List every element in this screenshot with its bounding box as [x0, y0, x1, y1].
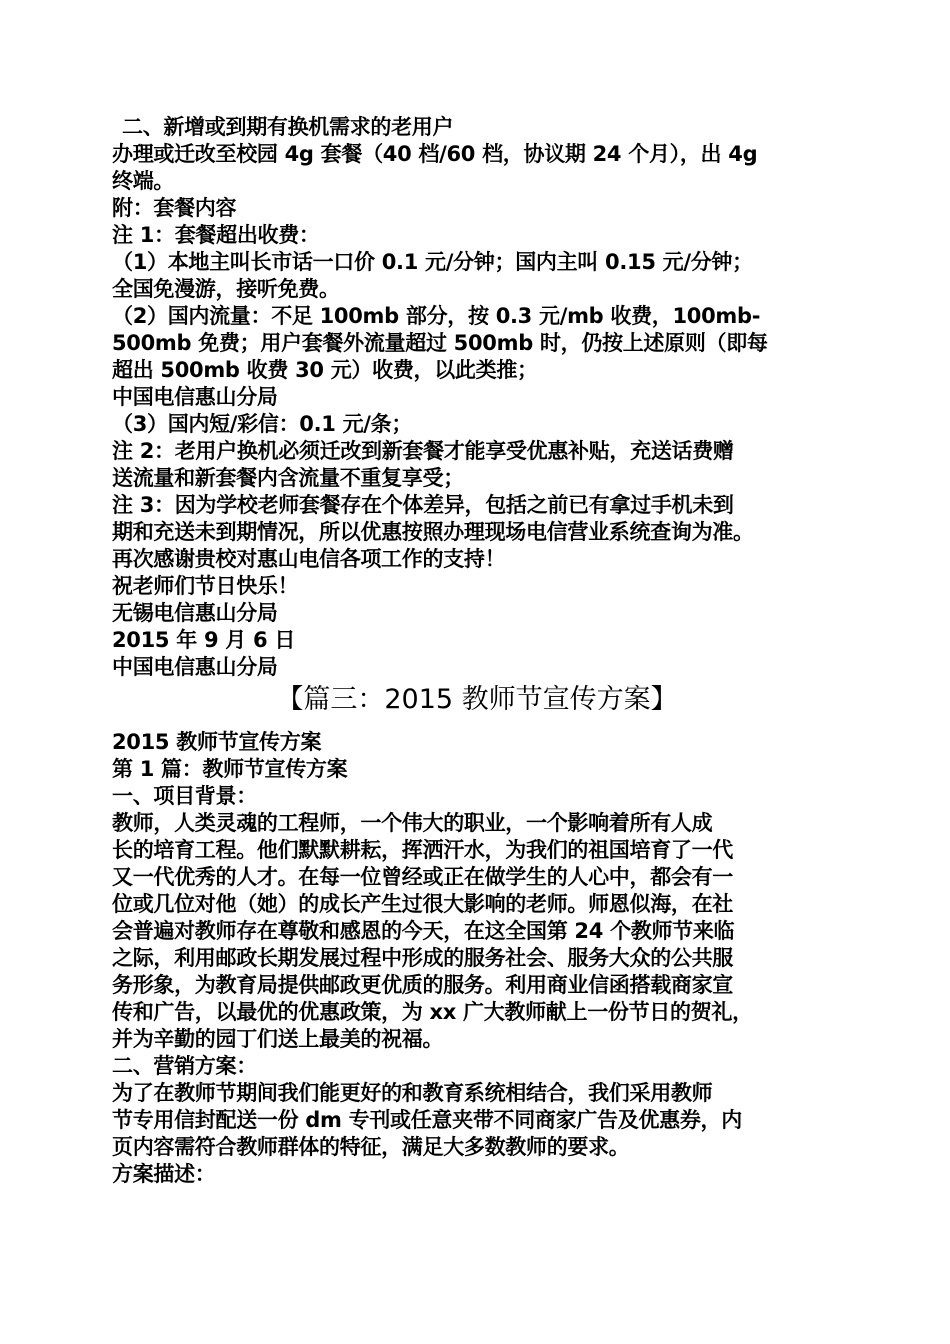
- section-heading: 【篇三：2015 教师节宣传方案】: [276, 684, 678, 715]
- text-line: 方案描述：: [112, 1162, 216, 1186]
- text-line: 节专用信封配送一份 dm 专刊或任意夹带不同商家广告及优惠券，内: [112, 1108, 742, 1132]
- text-line: 祝老师们节日快乐！: [112, 574, 299, 598]
- plan-body: [112, 729, 842, 1188]
- text-line: 会普遍对教师存在尊敬和感恩的今天，在这全国第 24 个教师节来临: [112, 919, 735, 943]
- text-line: 无锡电信惠山分局: [112, 601, 278, 625]
- text-line: 终端。: [112, 169, 175, 193]
- text-line: 2015 教师节宣传方案: [112, 730, 322, 754]
- text-line: 为了在教师节期间我们能更好的和教育系统相结合，我们采用教师: [112, 1081, 713, 1105]
- text-line: 教师，人类灵魂的工程师，一个伟大的职业，一个影响着所有人成: [112, 811, 713, 835]
- text-line: 页内容需符合教师群体的特征，满足大多数教师的要求。: [112, 1135, 630, 1159]
- text-line: 注 3：因为学校老师套餐存在个体差异，包括之前已有拿过手机未到: [112, 493, 734, 517]
- text-line: 之际，利用邮政长期发展过程中形成的服务社会、服务大众的公共服: [112, 946, 733, 970]
- text-line: 2015 年 9 月 6 日: [112, 628, 296, 652]
- document-page: [112, 114, 842, 1188]
- text-line: 传和广告，以最优的优惠政策，为 xx 广大教师献上一份节日的贺礼，: [112, 1000, 753, 1024]
- text-line: （3）国内短/彩信：0.1 元/条；: [112, 412, 413, 436]
- notice-body: [112, 114, 842, 681]
- text-line: 长的培育工程。他们默默耕耘，挥洒汗水，为我们的祖国培育了一代: [112, 838, 733, 862]
- text-line: 务形象，为教育局提供邮政更优质的服务。利用商业信函搭载商家宣: [112, 973, 733, 997]
- text-line: 注 2：老用户换机必须迁改到新套餐才能享受优惠补贴，充送话费赠: [112, 439, 734, 463]
- text-line: 全国免漫游，接听免费。: [112, 277, 340, 301]
- text-line: 附：套餐内容: [112, 196, 237, 220]
- text-line: 并为辛勤的园丁们送上最美的祝福。: [112, 1027, 444, 1051]
- text-line: （1）本地主叫长市话一口价 0.1 元/分钟；国内主叫 0.15 元/分钟；: [112, 250, 753, 274]
- text-line: 超出 500mb 收费 30 元）收费，以此类推；: [112, 358, 538, 382]
- text-line: 一、项目背景：: [112, 784, 257, 808]
- text-line: 又一代优秀的人才。在每一位曾经或正在做学生的人心中，都会有一: [112, 865, 733, 889]
- text-line: 二、新增或到期有换机需求的老用户: [122, 115, 454, 139]
- text-line: 第 1 篇：教师节宣传方案: [112, 757, 348, 781]
- text-line: 注 1：套餐超出收费：: [112, 223, 320, 247]
- text-line: （2）国内流量：不足 100mb 部分，按 0.3 元/mb 收费，100mb-: [112, 304, 761, 328]
- text-line: 中国电信惠山分局: [112, 655, 278, 679]
- text-line: 办理或迁改至校园 4g 套餐（40 档/60 档，协议期 24 个月），出 4g: [112, 142, 758, 166]
- text-line: 送流量和新套餐内含流量不重复享受；: [112, 466, 464, 490]
- text-line: 500mb 免费；用户套餐外流量超过 500mb 时，仍按上述原则（即每: [112, 331, 768, 355]
- text-line: 中国电信惠山分局: [112, 385, 278, 409]
- text-line: 位或几位对他（她）的成长产生过很大影响的老师。师恩似海，在社: [112, 892, 733, 916]
- text-line: 二、营销方案：: [112, 1054, 257, 1078]
- text-line: 期和充送未到期情况，所以优惠按照办理现场电信营业系统查询为准。: [112, 520, 754, 544]
- text-line: 再次感谢贵校对惠山电信各项工作的支持！: [112, 547, 506, 571]
